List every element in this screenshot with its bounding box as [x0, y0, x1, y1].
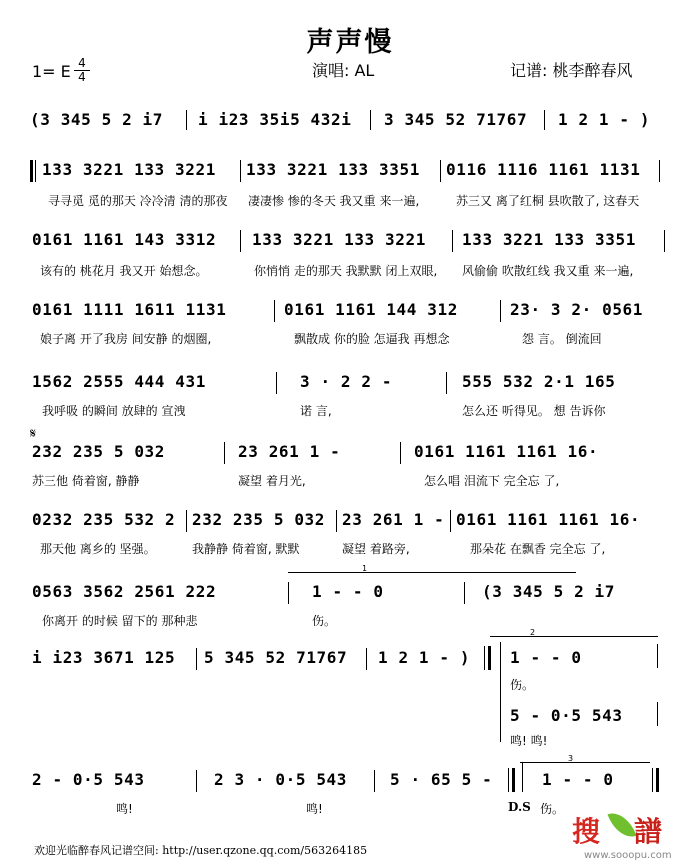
segno-sign: 𝄋 [30, 426, 37, 442]
barline [446, 372, 447, 394]
barline [366, 648, 367, 670]
volta-bracket-line [490, 636, 658, 637]
barline [450, 510, 451, 532]
time-signature-bottom: 4 [78, 70, 86, 84]
repeat-end-thick [488, 646, 491, 670]
lyric-line: 鸣! [306, 802, 323, 816]
lyric-line: 伤。 [510, 678, 535, 692]
measure-group: 1562 2555 444 431 [32, 372, 206, 391]
repeat-end-thin [508, 768, 509, 792]
measure-group: 232 235 5 032 [32, 442, 166, 461]
repeat-end-thin [484, 646, 485, 670]
logo-char-2: 譜 [634, 815, 663, 848]
measure-group: 23 261 1 - [342, 510, 445, 529]
measure-group: i i23 35i5 432i [198, 110, 352, 129]
measure-group: 5 345 52 71767 [204, 648, 348, 667]
measure-group: 1 2 1 - ) [378, 648, 471, 667]
barline [224, 442, 225, 464]
lyric-line: 飘散成 你的脸 怎逼我 再想念 [294, 332, 450, 346]
barline [186, 110, 187, 130]
repeat-end-thick [512, 768, 515, 792]
volta-bracket-line [288, 572, 576, 573]
ending-bracket [500, 642, 501, 742]
measure-group: 0161 1161 144 312 [284, 300, 458, 319]
lyric-line: 我静静 倚着窗, 默默 [192, 542, 300, 556]
lyric-line: 你离开 的时候 留下的 那种悲 [42, 614, 198, 628]
lyric-line: 该有的 桃花月 我又开 始想念。 [40, 264, 208, 278]
measure-group: 0563 3562 2561 222 [32, 582, 217, 601]
barline [659, 160, 660, 182]
measure-group: 3 · 2 2 - [300, 372, 393, 391]
barline [274, 300, 275, 322]
barline [240, 160, 241, 182]
repeat-start-thick [30, 160, 33, 182]
lyric-line: 伤。 [540, 802, 565, 816]
ending-measure: 1 - - 0 [510, 648, 582, 667]
logo-char-1: 搜 [572, 815, 601, 848]
time-signature-top: 4 [78, 56, 86, 70]
lyric-line: 怎么还 听得见。 想 告诉你 [462, 404, 606, 418]
measure-group: (3 345 5 2 i7 [30, 110, 164, 129]
lyric-line: 苏三他 倚着窗, 静静 [32, 474, 140, 488]
ending-measure: 1 - - 0 [542, 770, 614, 789]
volta-number: 1 [362, 564, 368, 573]
measure-group: 133 3221 133 3351 [462, 230, 636, 249]
measure-group: 0161 1161 1161 16· [414, 442, 599, 461]
lyric-line: 怎么唱 泪流下 完全忘 了, [424, 474, 560, 488]
lyric-line: 风偷偷 吹散红线 我又重 来一遍, [462, 264, 634, 278]
barline [452, 230, 453, 252]
volta-bracket-line [520, 762, 650, 763]
barline [657, 644, 658, 668]
lyric-line: 鸣! [116, 802, 133, 816]
singer-credit: 演唱: AL [312, 61, 375, 80]
barline [196, 648, 197, 670]
final-barline-thick [656, 768, 659, 792]
lyric-line: 伤。 [312, 614, 337, 628]
lyric-line: 那朵花 在飘香 完全忘 了, [470, 542, 606, 556]
transcriber-credit: 记谱: 桃李醉春风 [510, 61, 633, 80]
lyric-line: 娘子离 开了我房 间安静 的烟圈, [40, 332, 212, 346]
final-barline-thin [652, 768, 653, 792]
barline [240, 230, 241, 252]
barline [500, 300, 501, 322]
measure-group: (3 345 5 2 i7 [482, 582, 616, 601]
barline [370, 110, 371, 130]
barline [186, 510, 187, 532]
volta-number: 3 [568, 754, 574, 763]
measure-group: 0232 235 532 2 [32, 510, 176, 529]
dal-segno-mark: D.S [508, 800, 531, 814]
lyric-line: 鸣! 鸣! [510, 734, 548, 748]
lyric-line: 凝望 着月光, [238, 474, 306, 488]
measure-group: 5 · 65 5 - [390, 770, 493, 789]
measure-group: 232 235 5 032 [192, 510, 326, 529]
measure-group: 555 532 2·1 165 [462, 372, 616, 391]
measure-group: i i23 3671 125 [32, 648, 176, 667]
barline [657, 702, 658, 726]
footer-credit: 欢迎光临醉春风记谱空间: http://user.qzone.qq.com/563264185 [34, 844, 368, 857]
lyric-line: 凄凄惨 惨的冬天 我又重 来一遍, [248, 194, 420, 208]
logo-url: www.sooopu.com [584, 850, 672, 861]
measure-group: 0161 1161 143 3312 [32, 230, 217, 249]
lyric-line: 怨 言。 倒流回 [522, 332, 602, 346]
measure-group: 2 - 0·5 543 [32, 770, 145, 789]
time-signature [74, 58, 90, 83]
barline [464, 582, 465, 604]
measure-group: 23 261 1 - [238, 442, 341, 461]
measure-group: 0161 1111 1611 1131 [32, 300, 227, 319]
barline [664, 230, 665, 252]
barline [544, 110, 545, 130]
barline [288, 582, 289, 604]
measure-group: 133 3221 133 3351 [246, 160, 420, 179]
measure-group: 3 345 52 71767 [384, 110, 528, 129]
key-signature: 1= E [32, 62, 71, 81]
measure-group: 1 2 1 - ) [558, 110, 651, 129]
measure-group: 0116 1116 1161 1131 [446, 160, 641, 179]
barline [276, 372, 277, 394]
lyric-line: 你悄悄 走的那天 我默默 闭上双眼, [254, 264, 438, 278]
barline [440, 160, 441, 182]
lyric-line: 苏三又 离了红桐 县吹散了, 这春天 [456, 194, 640, 208]
lyric-line: 那天他 离乡的 坚强。 [40, 542, 156, 556]
leaf-icon [607, 807, 636, 842]
measure-group: 0161 1161 1161 16· [456, 510, 641, 529]
barline [374, 770, 375, 792]
measure-group: 133 3221 133 3221 [42, 160, 216, 179]
ending-measure: 5 - 0·5 543 [510, 706, 623, 725]
ending-bracket [522, 762, 523, 792]
repeat-start-thin [35, 160, 36, 182]
measure-group: 1 - - 0 [312, 582, 384, 601]
measure-group: 23· 3 2· 0561 [510, 300, 644, 319]
lyric-line: 凝望 着路旁, [342, 542, 410, 556]
measure-group: 133 3221 133 3221 [252, 230, 426, 249]
measure-group: 2 3 · 0·5 543 [214, 770, 348, 789]
lyric-line: 寻寻觅 觅的那天 冷冷清 清的那夜 [48, 194, 228, 208]
barline [196, 770, 197, 792]
lyric-line: 诺 言, [300, 404, 332, 418]
volta-number: 2 [530, 628, 536, 637]
lyric-line: 我呼吸 的瞬间 放肆的 宣洩 [42, 404, 186, 418]
barline [400, 442, 401, 464]
song-title: 声声慢 [306, 27, 394, 58]
barline [336, 510, 337, 532]
